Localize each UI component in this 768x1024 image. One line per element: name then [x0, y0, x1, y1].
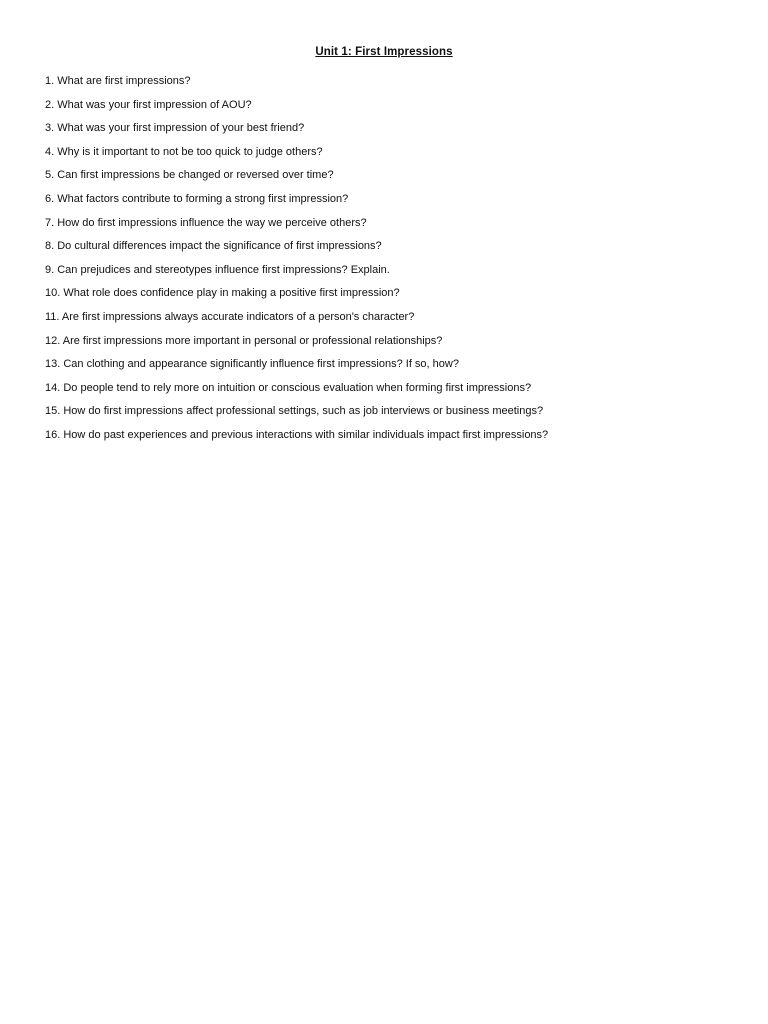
question-item: 16. How do past experiences and previous interactions with similar individuals impact first impressions? — [45, 428, 549, 441]
question-item: 5. Can first impressions be changed or reversed over time? — [45, 169, 334, 182]
question-item: 7. How do first impressions influence the way we perceive others? — [45, 216, 367, 229]
question-item: 10. What role does confidence play in making a positive first impression? — [45, 287, 400, 300]
question-item: 14. Do people tend to rely more on intuition or conscious evaluation when forming first impressions? — [45, 381, 532, 394]
question-list — [45, 73, 548, 451]
question-item: 12. Are first impressions more important in personal or professional relationships? — [45, 334, 443, 347]
question-item: 4. Why is it important to not be too quick to judge others? — [45, 145, 323, 158]
question-item: 9. Can prejudices and stereotypes influence first impressions? Explain. — [45, 263, 390, 276]
question-item: 6. What factors contribute to forming a strong first impression? — [45, 192, 349, 205]
question-item: 3. What was your first impression of your best friend? — [45, 122, 305, 135]
question-item: 13. Can clothing and appearance significantly influence first impressions? If so, how? — [45, 358, 459, 371]
question-item: 15. How do first impressions affect professional settings, such as job interviews or business meetings? — [45, 405, 544, 418]
document-title: Unit 1: First Impressions — [315, 46, 453, 58]
question-item: 2. What was your first impression of AOU? — [45, 98, 252, 111]
question-item: 11. Are first impressions always accurate indicators of a person's character? — [45, 310, 415, 323]
question-item: 8. Do cultural differences impact the significance of first impressions? — [45, 240, 382, 253]
question-item: 1. What are first impressions? — [45, 75, 191, 87]
